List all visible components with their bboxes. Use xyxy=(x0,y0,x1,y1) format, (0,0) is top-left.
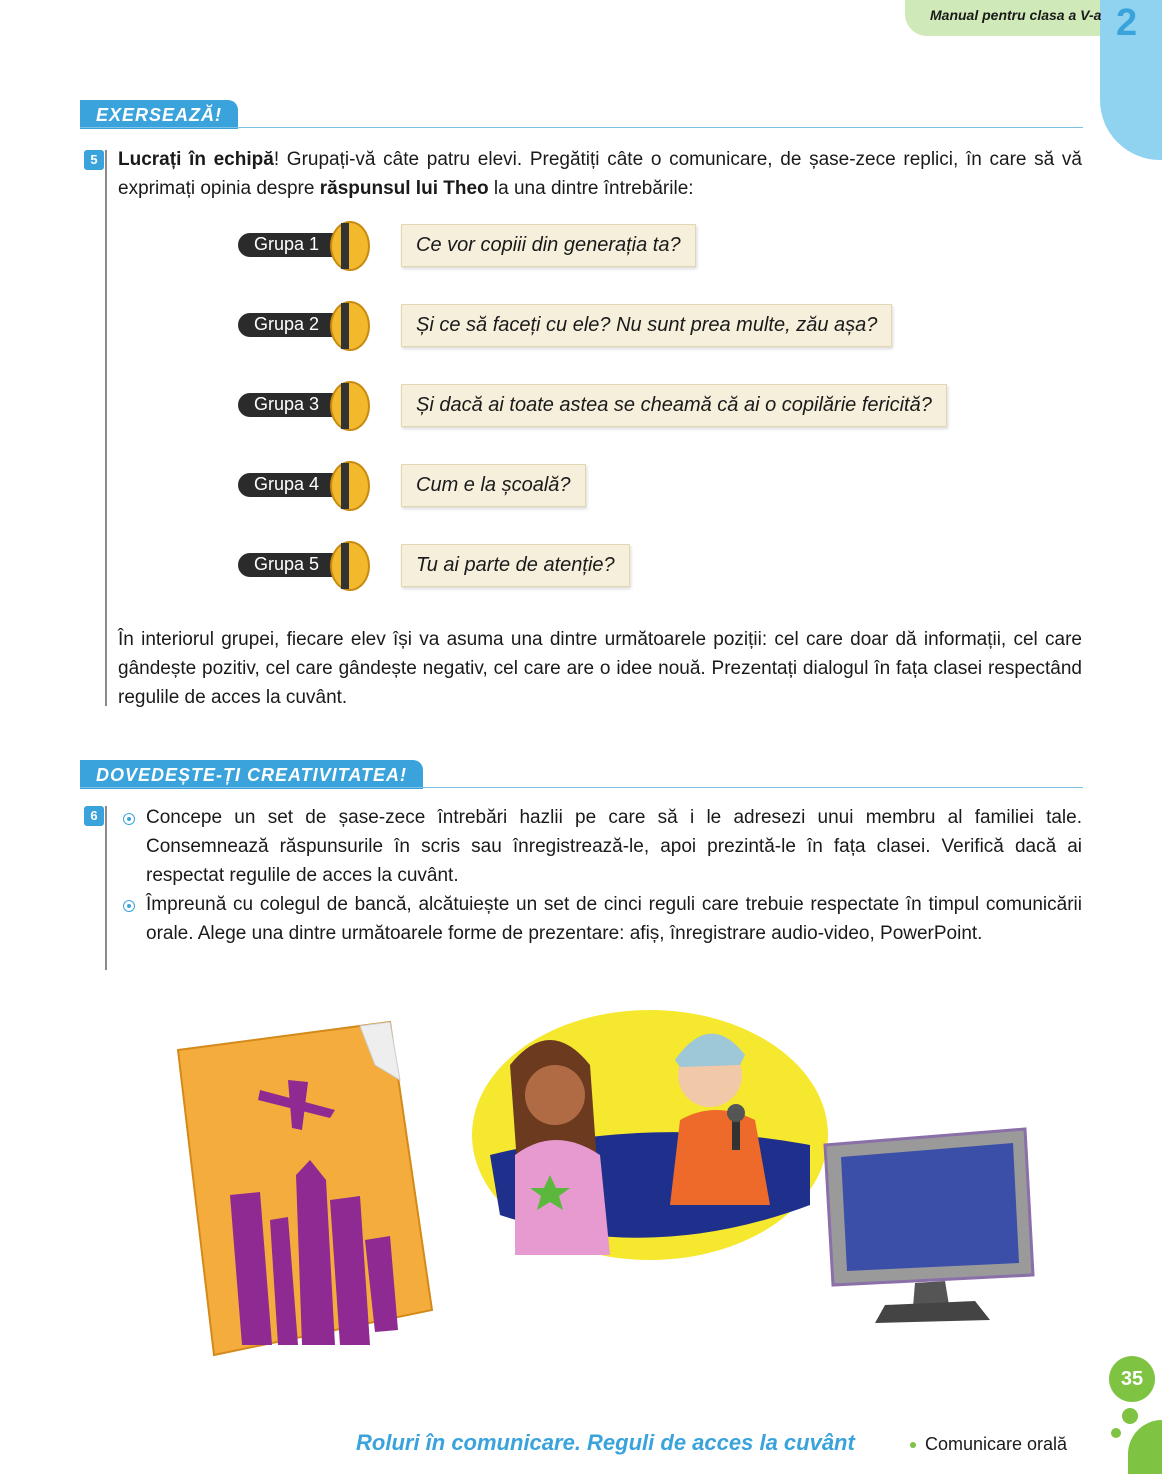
exercise-5-intro xyxy=(118,145,1082,203)
mic-band xyxy=(341,303,349,349)
exercise-5-closing: În interiorul grupei, fiecare elev își va asuma una dintre următoarele poziții: cel care doar dă informații, cel care gândește pozitiv, cel care gândește negativ, cel care are o idee nouă. Prezentați dialogul în fața clasei respectând regulile de acces la cuvânt. xyxy=(118,629,1082,708)
question-note-4: Cum e la școală? xyxy=(401,464,586,507)
section-rule xyxy=(80,787,1083,788)
exercise-6-item-2: Împreună cu colegul de bancă, alcătuiește un set de cinci reguli care trebuie respectate în timpul comunicării orale. Alege una dintre următoarele forme de prezentare: afiș, înregistrare audio-video, PowerPoint. xyxy=(146,894,1082,944)
exercise-number-5: 5 xyxy=(84,150,104,170)
bullet-icon xyxy=(123,813,135,825)
mic-group-5 xyxy=(238,541,378,591)
group-label: Grupa 4 xyxy=(254,474,320,494)
section-banner-creativitate: DOVEDEȘTE-ȚI CREATIVITATEA! xyxy=(80,760,423,789)
footer-decor-dot xyxy=(1122,1408,1138,1424)
footer-title: Roluri în comunicare. Reguli de acces la cuvânt xyxy=(356,1430,855,1455)
question-note-5: Tu ai parte de atenție? xyxy=(401,544,630,587)
section-rule xyxy=(80,127,1083,128)
kids-illustration xyxy=(470,1005,830,1265)
footer-decor-dot xyxy=(1111,1428,1121,1438)
question-note-3: Și dacă ai toate astea se cheamă că ai o copilărie fericită? xyxy=(401,384,947,427)
intro-bold-theo: răspunsul lui Theo xyxy=(319,178,489,199)
mic-head xyxy=(330,381,370,431)
mic-band xyxy=(341,463,349,509)
exercise-vertical-line xyxy=(105,150,107,706)
monitor-illustration xyxy=(815,1125,1040,1325)
section-banner-exerseaza: EXERSEAZĂ! xyxy=(80,100,238,129)
intro-bold-team: Lucrați în echipă xyxy=(118,149,274,170)
book-title: Manual pentru clasa a V-a xyxy=(930,7,1102,23)
mic-band xyxy=(341,223,349,269)
mic-group-3 xyxy=(238,381,378,431)
exercise-number-6: 6 xyxy=(84,806,104,826)
mic-group-1 xyxy=(238,221,378,271)
mic-head xyxy=(330,221,370,271)
question-note-1: Ce vor copiii din generația ta? xyxy=(401,224,696,267)
footer-separator-dot xyxy=(910,1442,916,1448)
mic-head xyxy=(330,461,370,511)
mic-head xyxy=(330,301,370,351)
poster-illustration xyxy=(170,1010,440,1370)
group-label: Grupa 2 xyxy=(254,314,320,334)
mic-group-4 xyxy=(238,461,378,511)
footer-subtitle: Comunicare orală xyxy=(925,1434,1068,1454)
page-number: 35 xyxy=(1109,1356,1155,1402)
group-label: Grupa 1 xyxy=(254,234,320,254)
intro-text-2: la una dintre întrebările: xyxy=(493,178,694,199)
mic-head xyxy=(330,541,370,591)
intro-text-1: ! Grupați-vă câte patru elevi. Pregătiți câte o comunicare, de șase-zece replici, în care să vă exprimați opinia despre xyxy=(118,149,1082,199)
group-label: Grupa 3 xyxy=(254,394,320,414)
mic-group-2 xyxy=(238,301,378,351)
question-note-2: Și ce să faceți cu ele? Nu sunt prea multe, zău așa? xyxy=(401,304,892,347)
bullet-icon xyxy=(123,900,135,912)
unit-number: 2 xyxy=(1116,2,1138,44)
exercise-vertical-line xyxy=(105,806,107,970)
footer-decor-shape xyxy=(1128,1420,1162,1474)
mic-band xyxy=(341,543,349,589)
mic-band xyxy=(341,383,349,429)
exercise-6-item-1: Concepe un set de șase-zece întrebări hazlii pe care să i le adresezi unui membru al familiei tale. Consemnează răspunsurile în scris sau înregistrează-le, apoi prezintă-le în fața clasei. Verifică dacă ai respectat regulile de acces la cuvânt. xyxy=(146,807,1082,886)
group-label: Grupa 5 xyxy=(254,554,320,574)
